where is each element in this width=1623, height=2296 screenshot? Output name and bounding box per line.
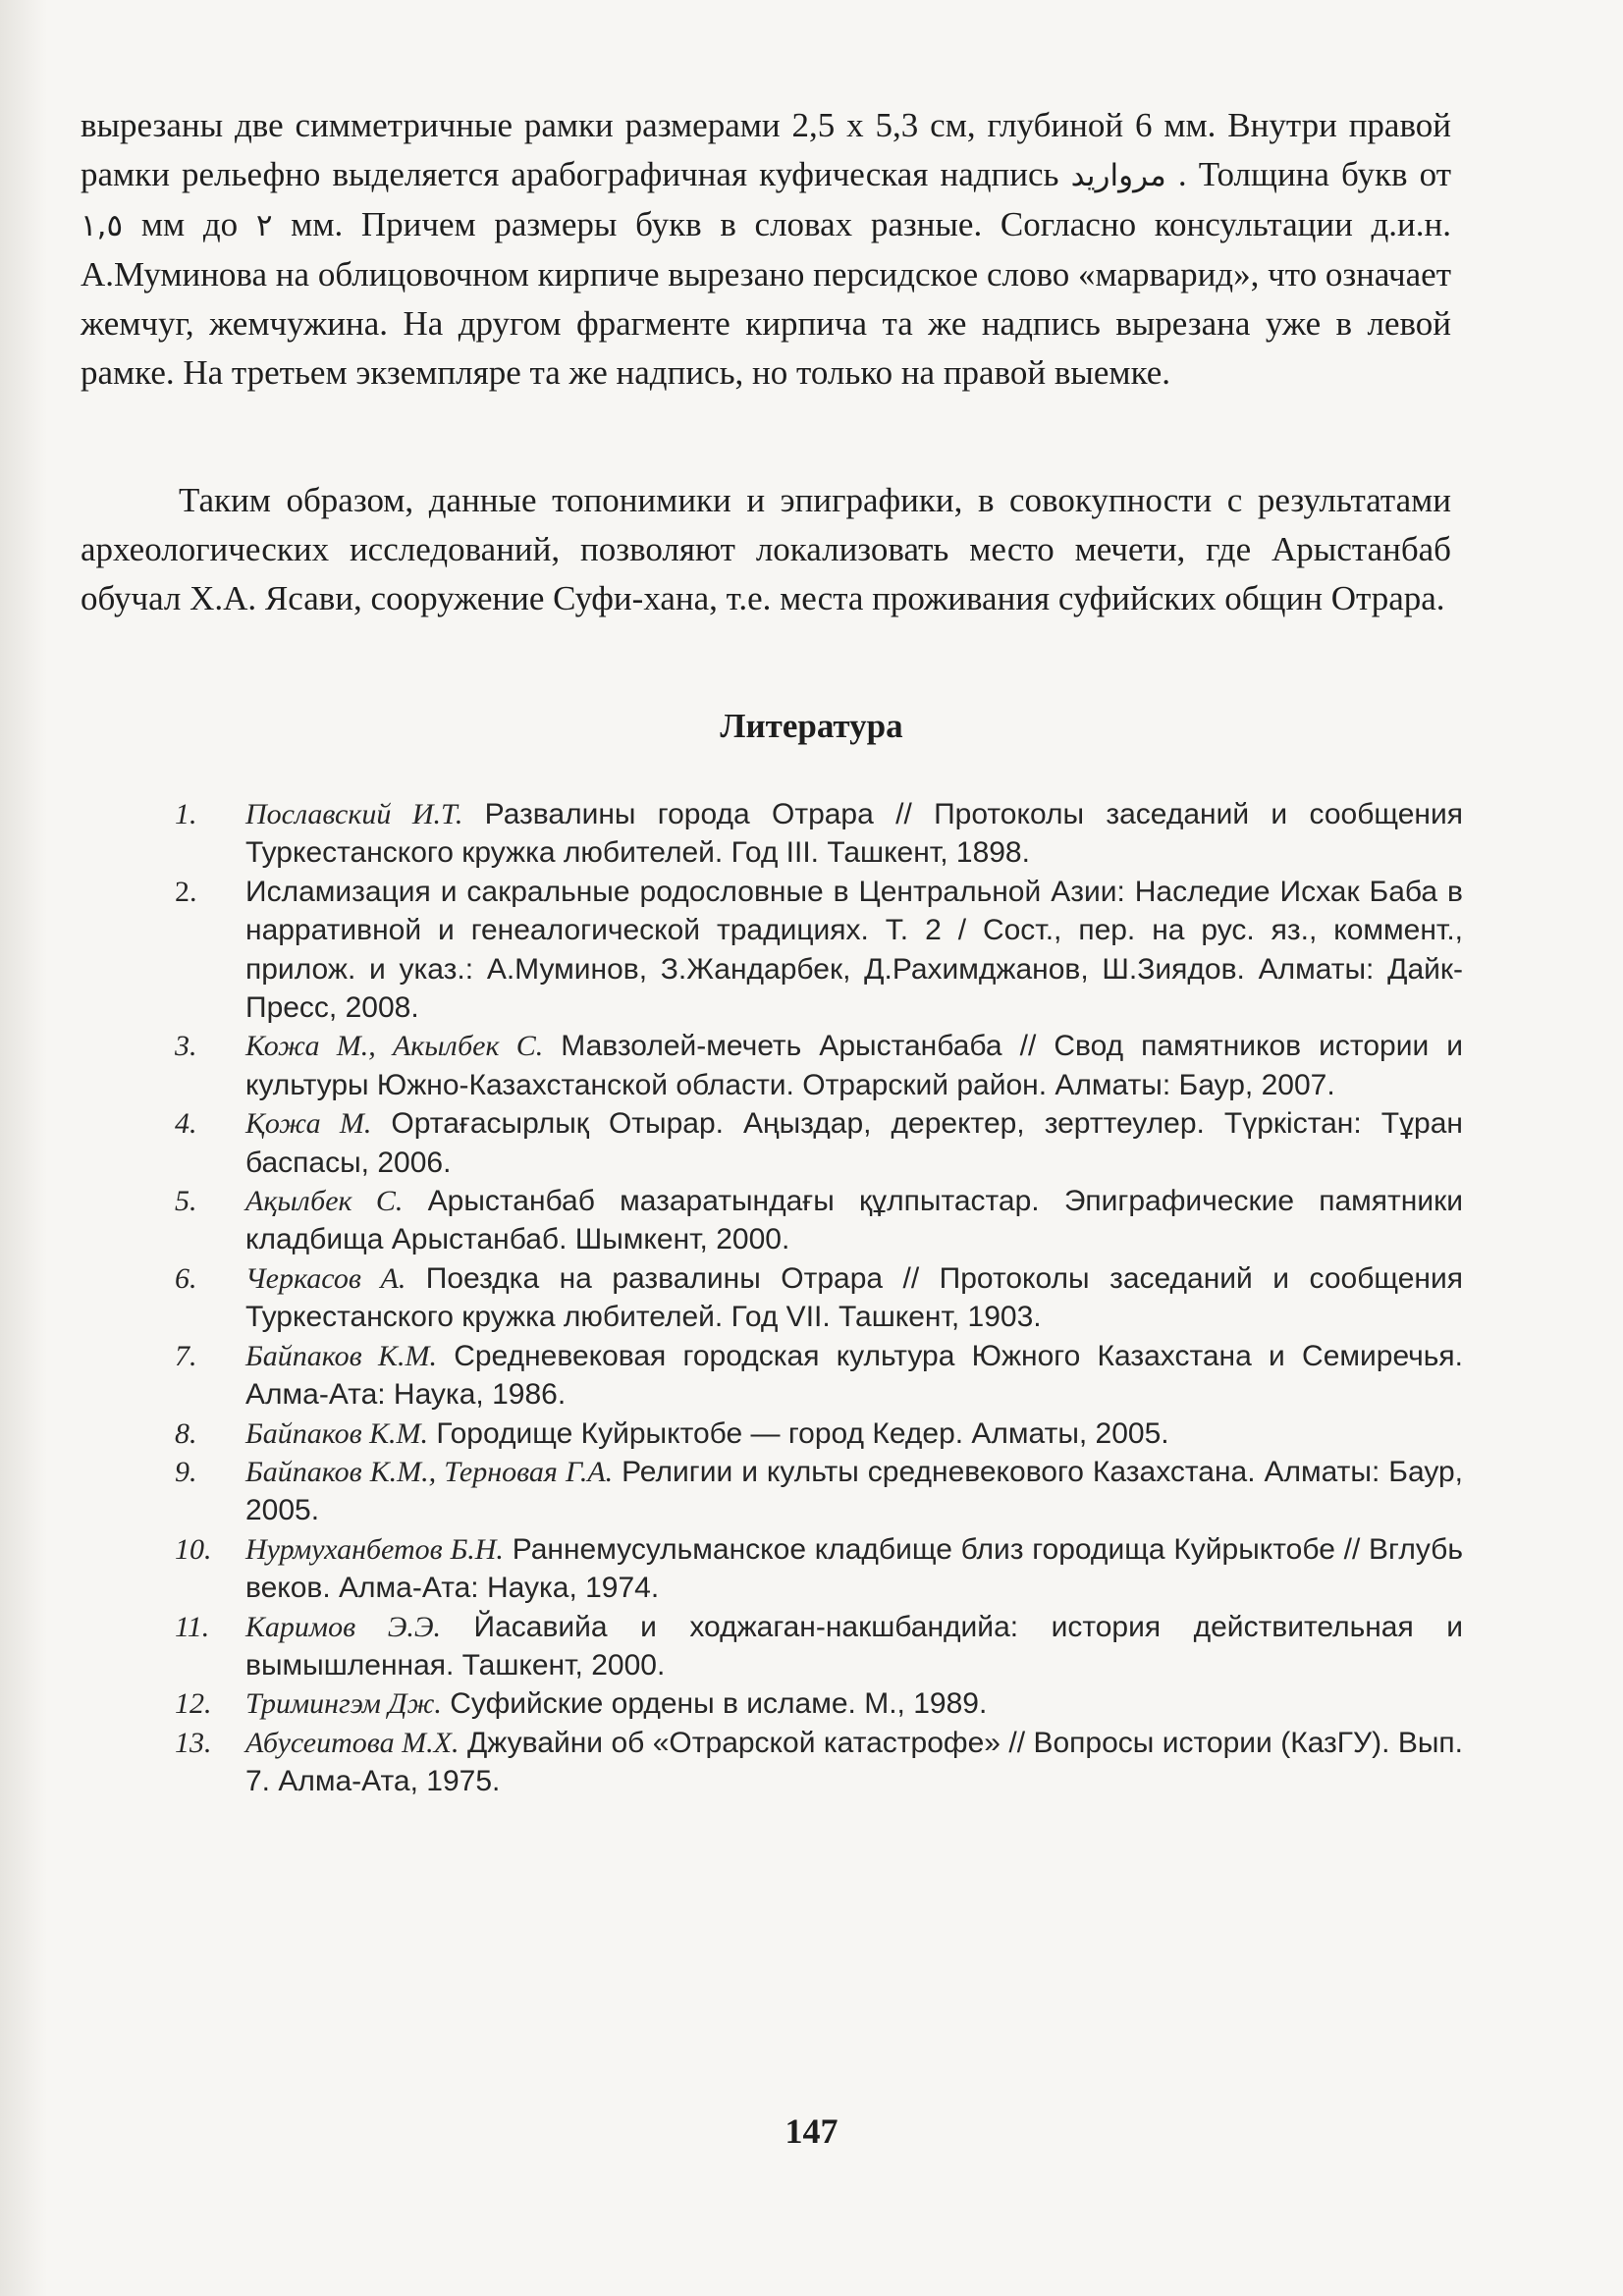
paragraph-conclusion: Таким образом, данные топонимики и эпиграфики, в совокупности с результатами археологических исследований, позволяют локализовать место мечети, где Арыстанбаб обучал Х.А. Ясави, сооружение Суфи-хана, т.е. места проживания суфийских общин Отрара. <box>81 481 1451 617</box>
references-list <box>175 795 1463 1801</box>
reference-text: Ортағасырлық Отырар. Аңыздар, деректер, зерттеулер. Түркістан: Тұран баспасы, 2006. <box>245 1107 1463 1179</box>
reference-item <box>175 1104 1463 1182</box>
reference-author: Байпаков К.М. <box>245 1339 437 1372</box>
arabic-numeral: ٢ <box>255 208 273 243</box>
reference-text: Йасавийа и ходжаган-накшбандийа: история действительная и вымышленная. Ташкент, 2000. <box>245 1610 1463 1682</box>
paragraph-text: мм. Причем размеры букв в словах разные. Согласно консультации д.и.н. А.Муминова на облицовочном кирпиче вырезано персидское слово «марварид», что означает жемчуг, жемчужина. На другом фрагменте кирпича та же надпись вырезана уже в левой рамке. На третьем экземпляре та же надпись, но только на правой выемке. <box>81 205 1452 392</box>
reference-author: Пославский И.Т. <box>245 798 463 830</box>
arabic-word: مرواريد <box>1070 158 1166 193</box>
reference-text: Религии и культы средневекового Казахстана. Алматы: Баур, 2005. <box>245 1455 1463 1527</box>
reference-text: Поездка на развалины Отрара // Протоколы заседаний и сообщения Туркестанского кружка любителей. Год VII. Ташкент, 1903. <box>245 1261 1463 1334</box>
reference-number: 2. <box>175 875 197 908</box>
reference-number: 3. <box>175 1030 197 1063</box>
page-number: 147 <box>784 2111 839 2151</box>
reference-number: 4. <box>175 1107 197 1141</box>
reference-author: Каримов Э.Э. <box>245 1610 442 1643</box>
reference-item <box>175 1259 1463 1337</box>
reference-item <box>175 1608 1463 1685</box>
reference-item <box>175 1337 1463 1415</box>
reference-number: 8. <box>175 1416 197 1450</box>
reference-number: 9. <box>175 1455 197 1488</box>
reference-number: 7. <box>175 1339 197 1372</box>
arabic-numeral: ١,٥ <box>81 208 124 243</box>
reference-number: 6. <box>175 1261 197 1295</box>
reference-author: Абусеитова М.Х. <box>245 1726 460 1759</box>
paragraph-text: вырезаны две симметричные рамки размерами 2,5 х 5,3 см, глубиной 6 мм. Внутри правой рамки рельефно выделяется арабографичная куфическая надпись <box>81 106 1451 193</box>
reference-item <box>175 1415 1463 1453</box>
page-edge-shadow <box>0 0 47 2296</box>
reference-text: Раннемусульманское кладбище близ городища Куйрыктобе // Вглубь веков. Алма-Ата: Наука, 1974. <box>245 1532 1463 1605</box>
reference-item <box>175 1724 1463 1801</box>
reference-author: Кожа М., Акылбек С. <box>245 1030 544 1063</box>
reference-author: Ақылбек С. <box>245 1185 404 1218</box>
reference-number: 1. <box>175 798 197 830</box>
reference-text: Развалины города Отрара // Протоколы заседаний и сообщения Туркестанского кружка любителей. Год III. Ташкент, 1898. <box>245 798 1463 870</box>
reference-item <box>175 1684 1463 1723</box>
reference-item <box>175 1453 1463 1530</box>
reference-author: Қожа М. <box>245 1107 372 1141</box>
reference-item <box>175 1530 1463 1608</box>
reference-number: 13. <box>175 1726 212 1759</box>
reference-author: Байпаков К.М. <box>245 1416 429 1450</box>
reference-author: Нурмуханбетов Б.Н. <box>245 1532 504 1566</box>
reference-text: Мавзолей-мечеть Арыстанбаба // Свод памятников истории и культуры Южно-Казахстанской области. Отрарский район. Алматы: Баур, 2007. <box>245 1030 1464 1101</box>
reference-text: Исламизация и сакральные родословные в Центральной Азии: Наследие Исхак Баба в нарративной и генеалогической традициях. Т. 2 / Сост., пер. на рус. яз., коммент., прилож. и указ.: А.Муминов, З.Жандарбек, Д.Рахимджанов, Ш.Зиядов. Алматы: Дайк-Пресс, 2008. <box>245 875 1463 1025</box>
reference-item <box>175 795 1463 873</box>
reference-number: 5. <box>175 1185 197 1218</box>
reference-number: 10. <box>175 1532 212 1566</box>
reference-item <box>175 1027 1463 1104</box>
paragraph-text: . Толщина букв от <box>1165 155 1451 193</box>
reference-text: Средневековая городская культура Южного Казахстана и Семиречья. Алма-Ата: Наука, 1986. <box>245 1339 1463 1412</box>
reference-author: Черкасов А. <box>245 1261 406 1295</box>
reference-text: Городище Куйрыктобе — город Кедер. Алматы, 2005. <box>428 1416 1169 1450</box>
reference-item <box>175 873 1463 1028</box>
reference-author: Тримингэм Дж. <box>245 1687 442 1721</box>
reference-text: Арыстанбаб мазаратындағы құлпытастар. Эпиграфические памятники кладбища Арыстанбаб. Шымкент, 2000. <box>245 1185 1463 1256</box>
paragraph-text: мм до <box>123 205 256 243</box>
reference-number: 12. <box>175 1687 212 1721</box>
reference-text: Джувайни об «Отрарской катастрофе» // Вопросы истории (КазГУ). Вып. 7. Алма-Ата, 1975. <box>245 1726 1464 1798</box>
paragraph-inscription <box>81 101 1451 398</box>
references-heading: Литература <box>720 707 903 745</box>
reference-number: 11. <box>175 1610 210 1643</box>
reference-author: Байпаков К.М., Терновая Г.А. <box>245 1455 614 1488</box>
reference-item <box>175 1182 1463 1259</box>
reference-text: Суфийские ордены в исламе. М., 1989. <box>441 1687 988 1721</box>
